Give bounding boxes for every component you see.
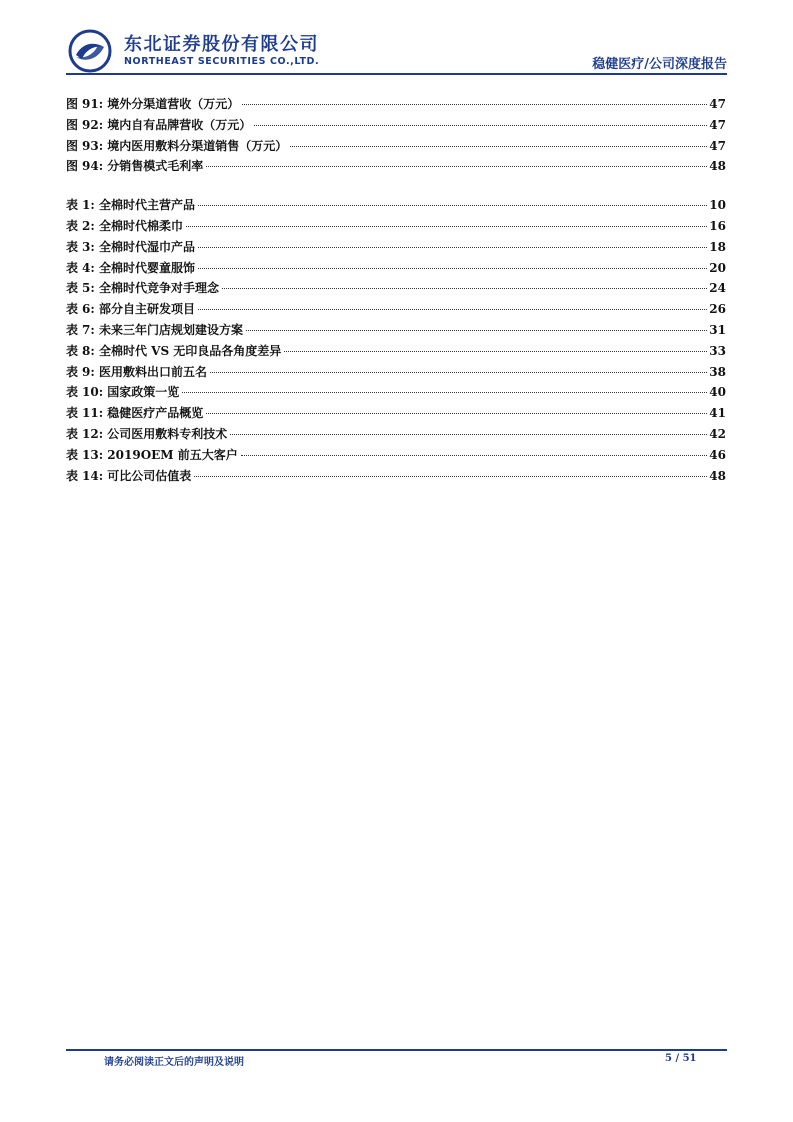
toc-entry-title: 8: 全棉时代 VS 无印良品各角度差异: [82, 343, 282, 358]
toc-entry-title: 1: 全棉时代主营产品: [82, 198, 195, 213]
report-title: 稳健医疗/公司深度报告: [592, 57, 727, 72]
toc-entry-page: 42: [709, 426, 726, 441]
toc-entry-label: [66, 363, 208, 380]
toc-entry-label: [66, 116, 252, 133]
toc-entry-title: 13: 2019OEM 前五大客户: [82, 447, 238, 462]
toc-entry-prefix: 表: [66, 343, 79, 358]
toc-entry-title: 7: 未来三年门店规划建设方案: [82, 322, 243, 337]
brand-name-cn: 东北证券股份有限公司: [124, 34, 319, 55]
toc-entry-label: [66, 217, 184, 234]
toc-entry-label: [66, 279, 220, 296]
footer-divider: [66, 1049, 727, 1051]
toc-entry-page: 46: [709, 447, 726, 462]
dot-leader: [284, 351, 707, 352]
toc-entry-prefix: 图: [66, 138, 79, 153]
toc-entry-title: 4: 全棉时代婴童服饰: [82, 260, 195, 275]
toc-table-row[interactable]: [66, 383, 726, 404]
toc-table-row[interactable]: [66, 321, 726, 342]
dot-leader: [198, 268, 707, 269]
toc-entry-label: [66, 137, 288, 154]
footer-disclaimer: 请务必阅读正文后的声明及说明: [104, 1057, 244, 1068]
toc-figure-row[interactable]: [66, 157, 726, 178]
toc-entry-page: 47: [709, 117, 726, 132]
toc-entry-page: 24: [709, 281, 726, 296]
toc-table-row[interactable]: [66, 279, 726, 300]
toc-entry-label: [66, 446, 239, 463]
toc-entry-page: 47: [709, 138, 726, 153]
toc-entry-prefix: 表: [66, 447, 79, 462]
toc-entry-label: [66, 157, 204, 174]
toc-entry-page: 26: [709, 302, 726, 317]
toc-entry-prefix: 表: [66, 385, 79, 400]
toc-table-row[interactable]: [66, 342, 726, 363]
dot-leader: [290, 146, 707, 147]
table-of-contents: [66, 95, 726, 487]
dot-leader: [198, 247, 707, 248]
toc-table-row[interactable]: [66, 446, 726, 467]
toc-entry-label: [66, 404, 204, 421]
toc-entry-page: 10: [709, 198, 726, 213]
toc-entry-page: 33: [709, 343, 726, 358]
dot-leader: [230, 434, 707, 435]
toc-entry-prefix: 表: [66, 198, 79, 213]
toc-entry-prefix: 图: [66, 159, 79, 174]
toc-entry-page: 48: [709, 159, 726, 174]
toc-entry-label: [66, 300, 196, 317]
toc-entry-title: 93: 境内医用敷料分渠道销售（万元）: [82, 138, 288, 153]
dot-leader: [194, 476, 707, 477]
brand-name-en: NORTHEAST SECURITIES CO.,LTD.: [124, 56, 320, 67]
toc-entry-label: [66, 342, 282, 359]
toc-entry-label: [66, 383, 180, 400]
dot-leader: [242, 104, 707, 105]
toc-entry-label: [66, 238, 196, 255]
dot-leader: [254, 125, 707, 126]
dot-leader: [206, 166, 707, 167]
toc-figure-row[interactable]: [66, 137, 726, 158]
toc-entry-label: [66, 425, 228, 442]
toc-entry-title: 10: 国家政策一览: [82, 385, 180, 400]
toc-table-row[interactable]: [66, 217, 726, 238]
figure-list: [66, 95, 726, 178]
dot-leader: [206, 413, 707, 414]
toc-entry-label: [66, 467, 192, 484]
toc-entry-title: 3: 全棉时代湿巾产品: [82, 239, 195, 254]
toc-entry-page: 48: [709, 468, 726, 483]
toc-entry-title: 92: 境内自有品牌营收（万元）: [82, 117, 252, 132]
toc-entry-title: 11: 稳健医疗产品概览: [82, 406, 204, 421]
toc-table-row[interactable]: [66, 363, 726, 384]
dot-leader: [198, 309, 707, 310]
toc-entry-prefix: 表: [66, 364, 79, 379]
toc-entry-prefix: 表: [66, 406, 79, 421]
page-header: [66, 26, 727, 74]
toc-table-row[interactable]: [66, 404, 726, 425]
toc-entry-prefix: 表: [66, 426, 79, 441]
toc-entry-prefix: 表: [66, 468, 79, 483]
toc-entry-title: 94: 分销售模式毛利率: [82, 159, 204, 174]
toc-entry-prefix: 表: [66, 302, 79, 317]
toc-entry-title: 6: 部分自主研发项目: [82, 302, 195, 317]
toc-figure-row[interactable]: [66, 116, 726, 137]
toc-table-row[interactable]: [66, 425, 726, 446]
toc-entry-prefix: 表: [66, 218, 79, 233]
page-number: 5 / 51: [665, 1053, 697, 1064]
dot-leader: [198, 205, 707, 206]
table-list: [66, 196, 726, 487]
toc-entry-prefix: 图: [66, 97, 79, 111]
toc-entry-page: 16: [709, 218, 726, 233]
dot-leader: [241, 455, 708, 456]
toc-entry-prefix: 表: [66, 281, 79, 296]
toc-entry-title: 9: 医用敷料出口前五名: [82, 364, 207, 379]
dot-leader: [182, 392, 707, 393]
northeast-securities-logo-icon: [68, 29, 112, 73]
toc-entry-page: 31: [709, 322, 726, 337]
dot-leader: [222, 288, 707, 289]
toc-table-row[interactable]: [66, 196, 726, 217]
toc-table-row[interactable]: [66, 300, 726, 321]
toc-entry-prefix: 表: [66, 322, 79, 337]
toc-entry-prefix: 表: [66, 260, 79, 275]
toc-entry-title: 14: 可比公司估值表: [82, 468, 192, 483]
toc-entry-prefix: 表: [66, 239, 79, 254]
toc-table-row[interactable]: [66, 467, 726, 488]
toc-entry-page: 18: [709, 239, 726, 254]
toc-entry-label: [66, 196, 196, 213]
toc-entry-label: [66, 321, 244, 338]
toc-table-row[interactable]: [66, 238, 726, 259]
dot-leader: [210, 372, 707, 373]
toc-entry-label: [66, 95, 240, 112]
toc-entry-prefix: 图: [66, 117, 79, 132]
toc-entry-title: 12: 公司医用敷料专利技术: [82, 426, 228, 441]
toc-entry-page: 20: [709, 260, 726, 275]
toc-entry-page: 47: [709, 97, 726, 111]
dot-leader: [186, 226, 707, 227]
toc-entry-label: [66, 259, 196, 276]
toc-entry-page: 40: [709, 385, 726, 400]
toc-entry-title: 91: 境外分渠道营收（万元）: [82, 97, 240, 111]
toc-table-row[interactable]: [66, 259, 726, 280]
toc-entry-title: 5: 全棉时代竞争对手理念: [82, 281, 219, 296]
toc-entry-page: 38: [709, 364, 726, 379]
toc-figure-row[interactable]: [66, 95, 726, 116]
toc-entry-page: 41: [709, 406, 726, 421]
header-divider: [66, 73, 727, 75]
toc-entry-title: 2: 全棉时代棉柔巾: [82, 218, 183, 233]
dot-leader: [246, 330, 707, 331]
